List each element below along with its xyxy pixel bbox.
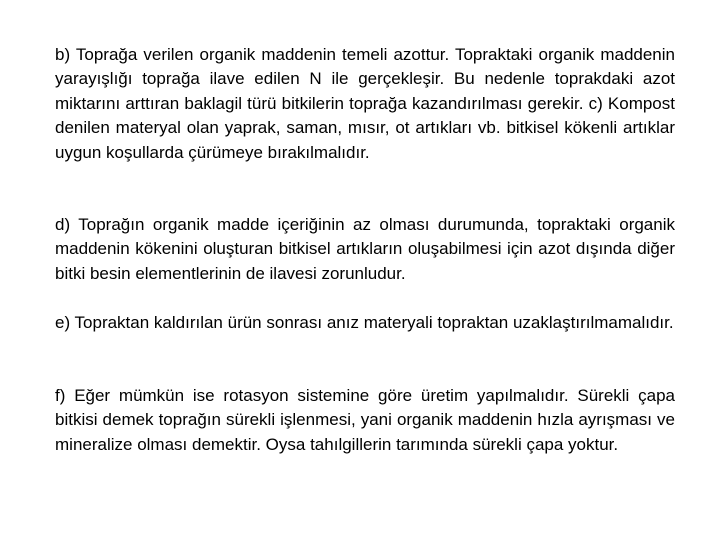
paragraph-d: d) Toprağın organik madde içeriğinin az olması durumunda, topraktaki organik maddenin kökenini oluşturan bitkisel artıkların oluşabilmesi için azot dışında diğer bitki besin elementlerinin de ilavesi zorunludur. xyxy=(55,215,675,283)
paragraph-e: e) Topraktan kaldırılan ürün sonrası anız materyali topraktan uzaklaştırılmamalıdır. xyxy=(55,313,674,332)
paragraph-f: f) Eğer mümkün ise rotasyon sistemine göre üretim yapılmalıdır. Sürekli çapa bitkisi demek toprağın sürekli işlenmesi, yani organik maddenin hızla ayrışması ve mineralize olması demektir. Oysa tahılgillerin tarımında sürekli çapa yoktur. xyxy=(55,386,675,454)
paragraph-b: b) Toprağa verilen organik maddenin temeli azottur. Topraktaki organik maddenin yarayışlığı toprağa ilave edilen N ile gerçekleşir. Bu nedenle toprakdaki azot miktarını arttıran baklagil türü bitkilerin toprağa kazandırılması gerekir. c) Kompost denilen materyal olan yaprak, saman, mısır, ot artıkları vb. bitkisel kökenli artıklar uygun koşullarda çürümeye bırakılmalıdır. xyxy=(55,45,675,162)
